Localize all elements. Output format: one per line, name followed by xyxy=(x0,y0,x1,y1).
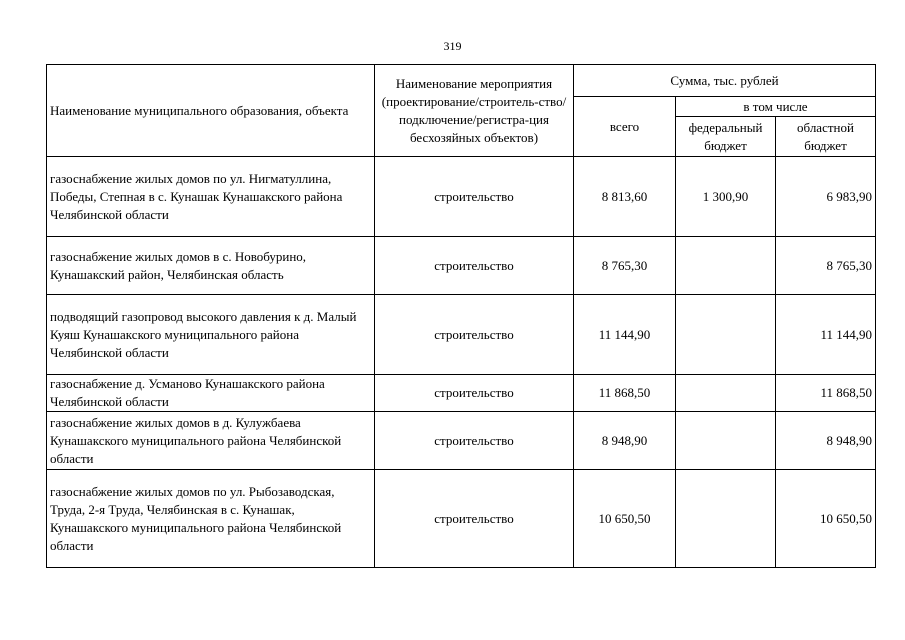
cell-action: строительство xyxy=(375,295,574,375)
cell-object-name: газоснабжение жилых домов в с. Новобурино, Кунашакский район, Челябинская область xyxy=(47,237,375,295)
table-row xyxy=(47,157,876,237)
cell-total: 11 868,50 xyxy=(574,375,676,412)
cell-regional: 6 983,90 xyxy=(776,157,876,237)
cell-federal xyxy=(676,237,776,295)
cell-action: строительство xyxy=(375,237,574,295)
cell-object-name: газоснабжение жилых домов в д. Кулужбаева Кунашакского муниципального района Челябинской области xyxy=(47,412,375,470)
cell-regional: 10 650,50 xyxy=(776,470,876,568)
cell-action: строительство xyxy=(375,412,574,470)
cell-total: 11 144,90 xyxy=(574,295,676,375)
cell-regional: 8 765,30 xyxy=(776,237,876,295)
cell-total: 8 765,30 xyxy=(574,237,676,295)
page-number: 319 xyxy=(443,39,462,53)
cell-federal xyxy=(676,295,776,375)
table-row xyxy=(47,295,876,375)
cell-regional: 11 868,50 xyxy=(776,375,876,412)
cell-object-name: газоснабжение жилых домов по ул. Рыбозаводская, Труда, 2-я Труда, Челябинская в с. Кунашак, Кунашакского муниципального района Челябинской области xyxy=(47,470,375,568)
funding-table xyxy=(46,64,876,568)
header-including: в том числе xyxy=(676,97,876,117)
cell-action: строительство xyxy=(375,157,574,237)
cell-federal xyxy=(676,470,776,568)
header-action: Наименование мероприятия (проектирование/строитель-ство/подключение/регистра-ция бесхозяйных объектов) xyxy=(375,65,574,157)
header-sum: Сумма, тыс. рублей xyxy=(574,65,876,97)
header-regional: областной бюджет xyxy=(776,117,876,157)
cell-federal xyxy=(676,412,776,470)
cell-federal: 1 300,90 xyxy=(676,157,776,237)
cell-object-name: газоснабжение жилых домов по ул. Нигматуллина, Победы, Степная в с. Кунашак Кунашакского района Челябинской области xyxy=(47,157,375,237)
header-total: всего xyxy=(574,97,676,157)
cell-federal xyxy=(676,375,776,412)
cell-regional: 8 948,90 xyxy=(776,412,876,470)
header-name: Наименование муниципального образования, объекта xyxy=(47,65,375,157)
table-row xyxy=(47,375,876,412)
table-row xyxy=(47,412,876,470)
cell-action: строительство xyxy=(375,375,574,412)
table-row xyxy=(47,470,876,568)
header-federal: федеральный бюджет xyxy=(676,117,776,157)
cell-object-name: подводящий газопровод высокого давления к д. Малый Куяш Кунашакского муниципального района Челябинской области xyxy=(47,295,375,375)
cell-action: строительство xyxy=(375,470,574,568)
cell-object-name: газоснабжение д. Усманово Кунашакского района Челябинской области xyxy=(47,375,375,412)
cell-total: 8 948,90 xyxy=(574,412,676,470)
cell-total: 8 813,60 xyxy=(574,157,676,237)
cell-regional: 11 144,90 xyxy=(776,295,876,375)
header-row-1 xyxy=(47,65,876,97)
cell-total: 10 650,50 xyxy=(574,470,676,568)
table-row xyxy=(47,237,876,295)
